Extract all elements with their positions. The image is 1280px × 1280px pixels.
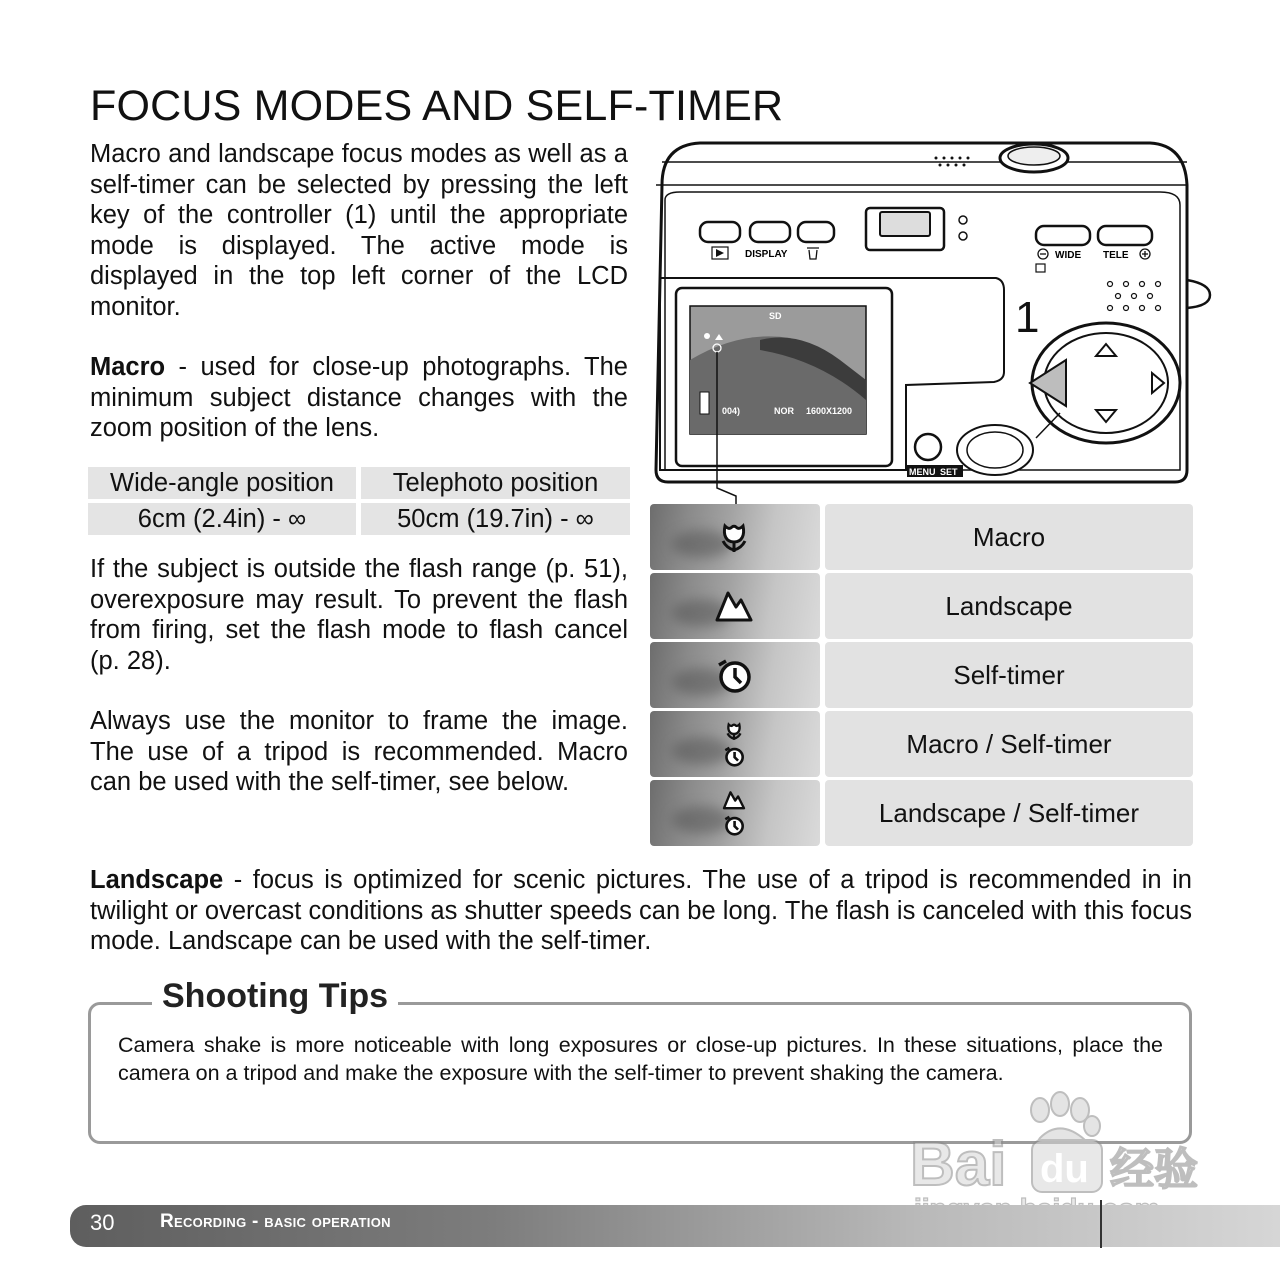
mode-thumbnail <box>650 711 820 777</box>
lcd-frame-counter: 004) <box>722 406 741 416</box>
intro-paragraph: Macro and landscape focus modes as well as a self-timer can be selected by pressing the left key of the controller (1) until the appropriate mode is displayed. The active mode is displayed in the top left corner of the LCD monitor. <box>90 140 628 321</box>
mode-label: Self-timer <box>825 642 1193 708</box>
mode-thumbnail <box>650 573 820 639</box>
monitor-paragraph: Always use the monitor to frame the image. The use of a tripod is recommended. Macro can be used with the self-timer, see below. <box>90 707 628 796</box>
display-button-label: DISPLAY <box>745 249 788 260</box>
table-value-wide: 6cm (2.4in) - ∞ <box>88 503 356 535</box>
mode-thumbnail <box>650 504 820 570</box>
mode-thumbnail <box>650 642 820 708</box>
macro-paragraph <box>90 352 628 444</box>
mode-row-macro <box>650 504 1193 570</box>
macro-icon <box>724 721 744 741</box>
svg-text:经验: 经验 <box>1110 1144 1198 1195</box>
mode-row-macro-self-timer <box>650 711 1193 777</box>
mode-row-landscape-self-timer <box>650 780 1193 846</box>
set-button-label: SET <box>940 467 958 477</box>
landscape-icon <box>714 589 754 623</box>
mode-row-landscape <box>650 573 1193 639</box>
shooting-tips-title: Shooting Tips <box>152 977 398 1016</box>
section-title: Recording - basic operation <box>160 1211 391 1232</box>
page-title: FOCUS MODES AND SELF-TIMER <box>90 82 784 130</box>
mode-label: Macro / Self-timer <box>825 711 1193 777</box>
wide-label: WIDE <box>1055 250 1082 261</box>
lcd-quality: NOR <box>774 406 794 416</box>
self-timer-icon <box>723 814 745 836</box>
lcd-image-size: 1600X1200 <box>806 406 853 416</box>
landscape-term: Landscape <box>90 866 224 894</box>
landscape-icon <box>722 790 746 810</box>
tele-label: TELE <box>1103 250 1129 261</box>
self-timer-icon <box>723 745 745 767</box>
macro-term: Macro <box>90 353 166 381</box>
macro-icon <box>717 520 751 554</box>
svg-text:du: du <box>1040 1147 1089 1191</box>
table-header-wide: Wide-angle position <box>88 467 356 499</box>
svg-text:Bai: Bai <box>910 1130 1007 1199</box>
mode-label: Macro <box>825 504 1193 570</box>
menu-button-label: MENU <box>909 467 936 477</box>
table-header-tele: Telephoto position <box>361 467 630 499</box>
mode-thumbnail <box>650 780 820 846</box>
flash-paragraph: If the subject is outside the flash range (p. 51), overexposure may result. To prevent the flash from firing, set the flash mode to flash cancel (p. 28). <box>90 555 628 675</box>
mode-row-self-timer <box>650 642 1193 708</box>
footer-divider <box>1100 1200 1102 1248</box>
landscape-description: - focus is optimized for scenic pictures. The use of a tripod is recommended in in twilight or overcast conditions as shutter speeds can be long. The flash is canceled with this focus mode. Landscape can be used with the self-timer. <box>90 866 1192 955</box>
page-number: 30 <box>90 1210 115 1235</box>
controller-callout: 1 <box>1015 293 1040 342</box>
macro-description: - used for close-up photographs. The minimum subject distance changes with the zoom position of the lens. <box>90 353 628 442</box>
table-value-tele: 50cm (19.7in) - ∞ <box>361 503 630 535</box>
mode-label: Landscape / Self-timer <box>825 780 1193 846</box>
landscape-paragraph <box>90 865 1192 957</box>
shooting-tips-body: Camera shake is more noticeable with long exposures or close-up pictures. In these situations, place the camera on a tripod and make the exposure with the self-timer to prevent shaking the camera. <box>118 1033 1163 1085</box>
mode-label: Landscape <box>825 573 1193 639</box>
camera-back-illustration <box>645 135 1220 505</box>
lcd-card-indicator: SD <box>769 311 782 321</box>
self-timer-icon <box>715 656 753 694</box>
